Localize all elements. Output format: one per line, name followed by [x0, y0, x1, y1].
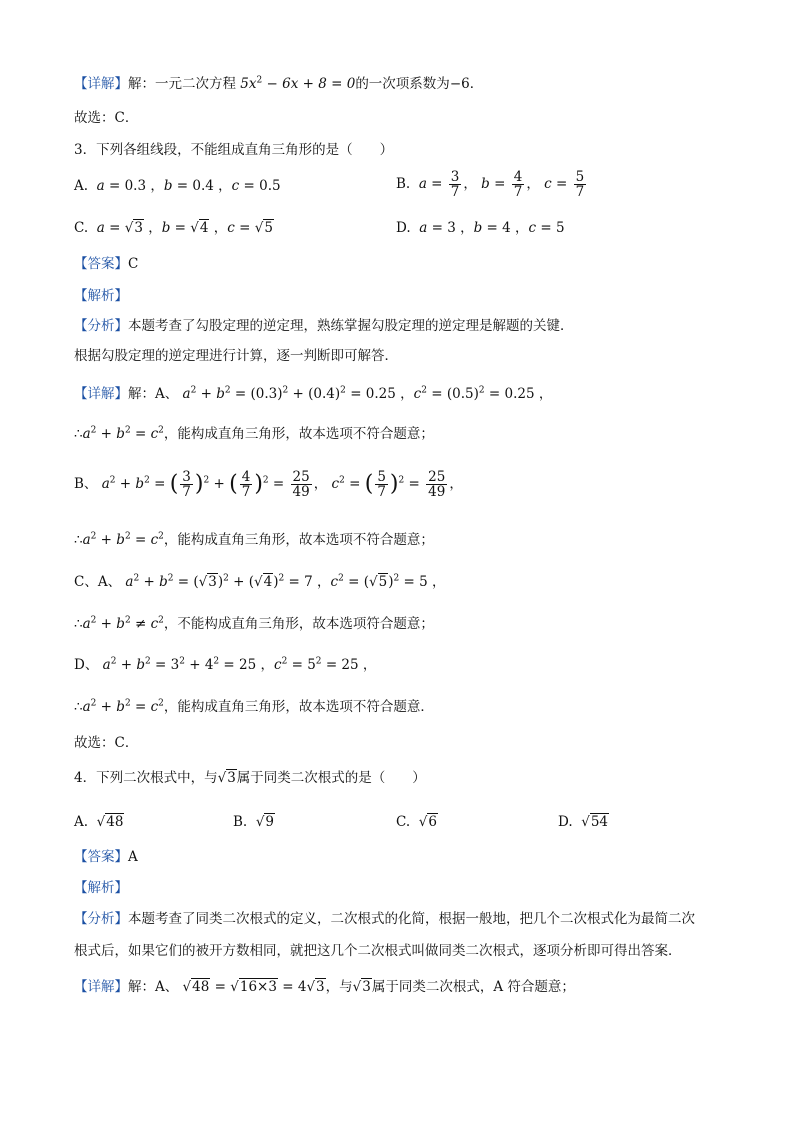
- q3-detail-b: B、 $a^2 + b^2$ = ( $\frac{3}{7}$ )$^2$ + ( $\frac{4}{7}$ )$^2$ = $\frac{25}{49}$ ， $c^2$ = ( $\frac{5}{7}$ )$^2$ = $\frac{25}{49}$ ，: [74, 469, 463, 500]
- q3-detail-c: C、A、 $a^2 + b^2 = (√3)^2 + (√4)^2 = 7$ ，$c^2 = (√5)^2 = 5$ ，: [74, 573, 446, 590]
- q4-option-a: A. √48: [74, 814, 124, 830]
- q3-concl-c: $\therefore a^2 + b^2 \ne c^2$，不能构成直角三角形，故本选项符合题意；: [74, 615, 434, 632]
- detail-line-1: [74, 74, 483, 94]
- q3-answer: 【答案】C: [74, 256, 139, 272]
- q4-option-b: B. √9: [233, 814, 275, 830]
- q3-detail-a: 【详解】解：A、 $a^2 + b^2 = (0.3)^2 + (0.4)^2 = 0.25$ ，$c^2 = (0.5)^2 = 0.25$ ，: [74, 385, 553, 402]
- text: 的一次项系数为: [355, 76, 450, 92]
- q3-option-d: D. a = 3 ，b = 4 ，c = 5: [396, 220, 565, 236]
- q3-fenxi-2: 根据勾股定理的逆定理进行计算，逐一判断即可解答．: [74, 348, 398, 364]
- q3-fenxi: 【分析】本题考查了勾股定理的逆定理，熟练掌握勾股定理的逆定理是解题的关键．: [74, 318, 574, 334]
- q3-concl-a: $\therefore a^2 + b^2 = c^2$，能构成直角三角形，故本选项不符合题意；: [74, 425, 434, 442]
- text: 解：一元二次方程: [128, 76, 236, 92]
- q3-choose: 故选：C．: [74, 735, 139, 751]
- q3-concl-d: $\therefore a^2 + b^2 = c^2$，能构成直角三角形，故本选项不符合题意．: [74, 698, 434, 715]
- text: −6．: [449, 76, 484, 92]
- q3-option-b: B. a = $\frac{3}{7}$ ， b = $\frac{4}{7}$ ， c = $\frac{5}{7}$: [396, 169, 585, 200]
- q3-option-c: C. a = √3 ，b = √4 ，c = √5: [74, 220, 273, 236]
- q4-option-c: C. √6: [396, 814, 437, 830]
- q4-detail-a: 【详解】解：A、 √48 = √16×3 = 4√3，与√3属于同类二次根式，A 符合题意；: [74, 979, 575, 995]
- q4-analysis-tag: 【解析】: [74, 880, 128, 896]
- q3-detail-d: D、 $a^2 + b^2 = 3^2 + 4^2 = 25$ ，$c^2 = 5^2 = 25$ ，: [74, 656, 377, 673]
- detail-tag: 【详解】: [74, 76, 128, 92]
- choose-line: 故选：C．: [74, 110, 139, 126]
- q4-option-d: D. √54: [558, 814, 609, 830]
- question-4-stem: 4．下列二次根式中，与√3属于同类二次根式的是（ ）: [74, 770, 426, 786]
- q3-analysis-tag: 【解析】: [74, 288, 128, 304]
- q4-fenxi-2: 根式后，如果它们的被开方数相同，就把这几个二次根式叫做同类二次根式，逐项分析即可得出答案．: [74, 943, 682, 959]
- q3-concl-b: $\therefore a^2 + b^2 = c^2$，能构成直角三角形，故本选项不符合题意；: [74, 531, 434, 548]
- q4-answer: 【答案】A: [74, 849, 138, 865]
- q4-fenxi-1: 【分析】本题考查了同类二次根式的定义，二次根式的化简，根据一般地，把几个二次根式化为最简二次: [74, 911, 695, 927]
- q3-option-a: A. a = 0.3 ，b = 0.4 ，c = 0.5: [74, 178, 281, 194]
- question-3-stem: 3．下列各组线段，不能组成直角三角形的是（ ）: [74, 142, 394, 158]
- equation: $5x^2 - 6x + 8 = 0$: [240, 75, 356, 92]
